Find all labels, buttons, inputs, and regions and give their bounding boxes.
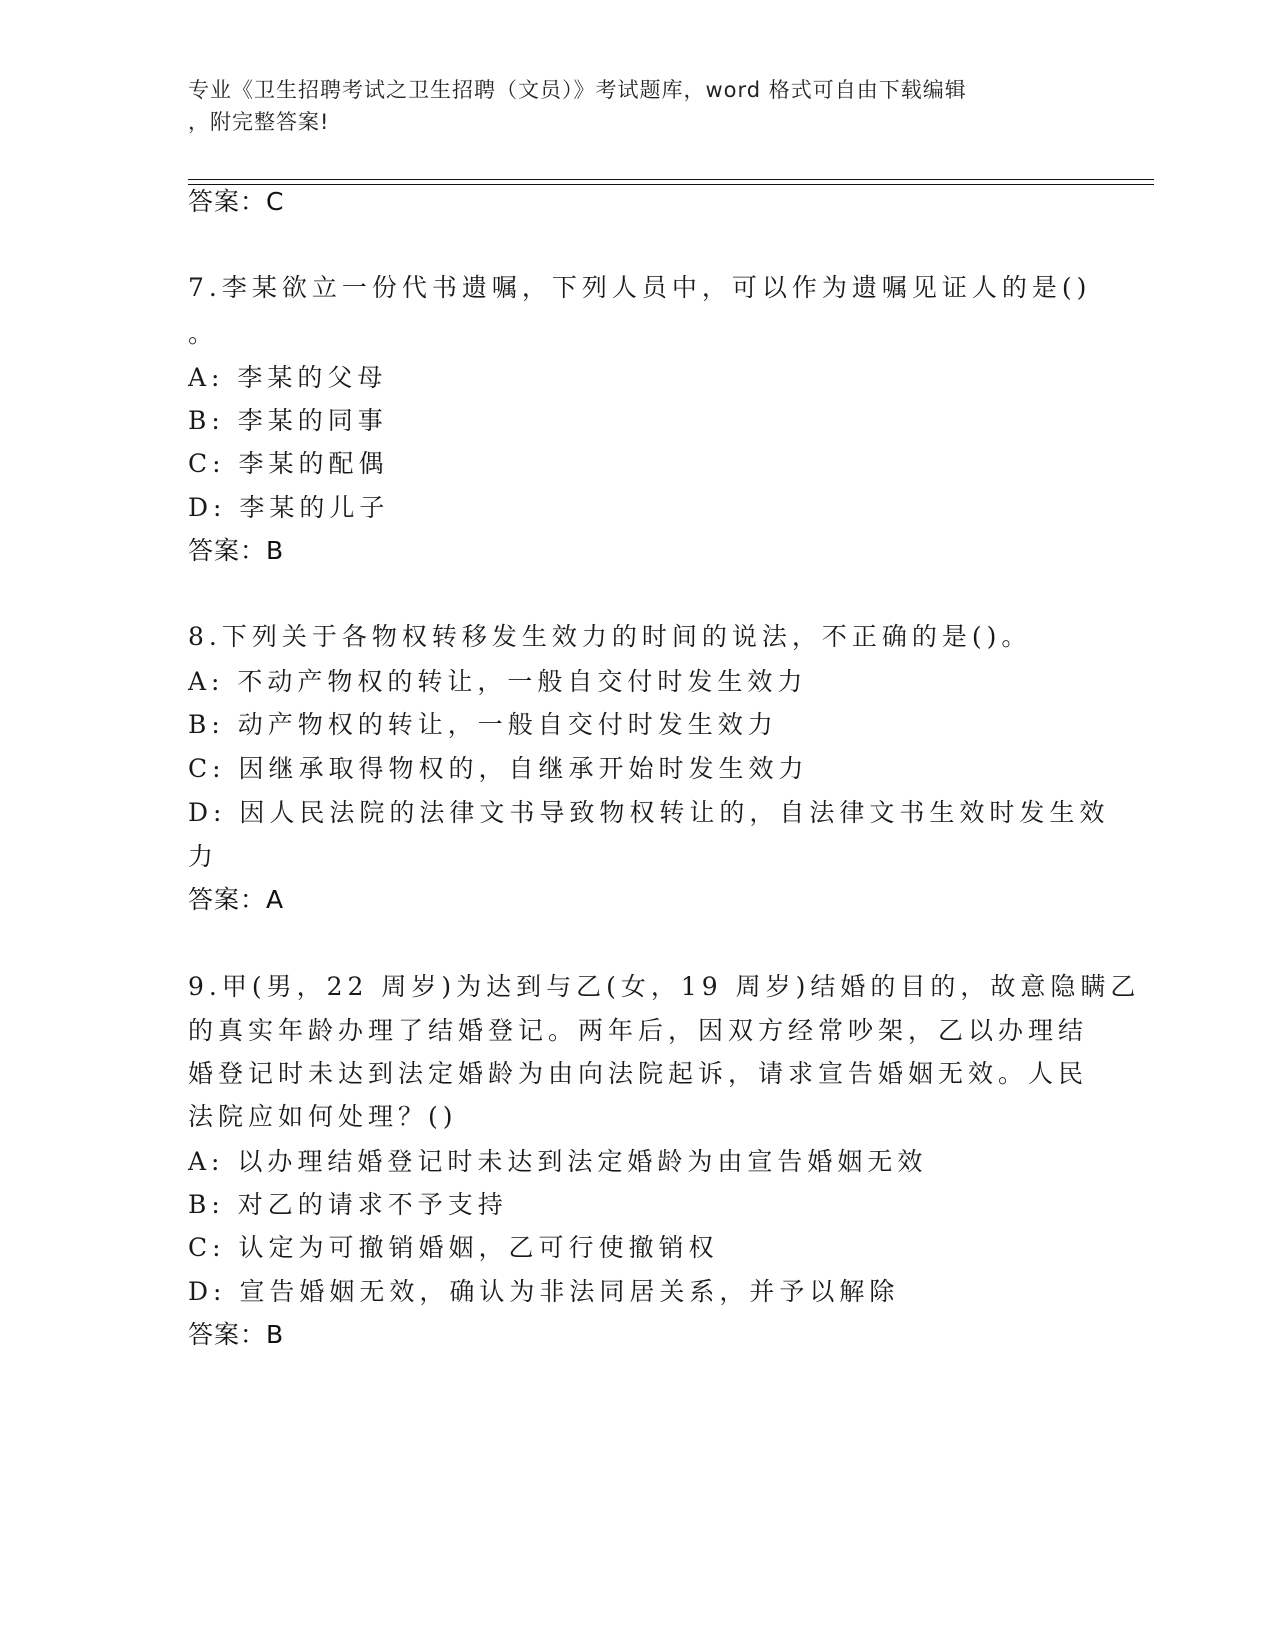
q7-option-c: C: 李某的配偶 — [188, 449, 389, 478]
q9-option-c: C: 认定为可撤销婚姻，乙可行使撤销权 — [188, 1233, 719, 1262]
header-rule-top — [188, 179, 1154, 180]
header-line-2: ，附完整答案! — [188, 110, 330, 134]
document-header — [188, 74, 1068, 138]
q8-answer: 答案：A — [188, 885, 285, 914]
q8-stem-line-1: 8.下列关于各物权转移发生效力的时间的说法，不正确的是()。 — [188, 622, 1032, 651]
q7-stem-line-1: 7.李某欲立一份代书遗嘱，下列人员中，可以作为遗嘱见证人的是() — [188, 273, 1092, 302]
q7-stem-line-2: 。 — [188, 319, 219, 348]
q9-stem-line-1: 9.甲(男，22 周岁)为达到与乙(女，19 周岁)结婚的目的，故意隐瞒乙 — [188, 972, 1141, 1001]
q9-stem-line-4: 法院应如何处理？() — [188, 1102, 458, 1131]
q8-option-c: C: 因继承取得物权的，自继承开始时发生效力 — [188, 754, 809, 783]
q7-answer: 答案：B — [188, 536, 285, 565]
q7-option-a: A: 李某的父母 — [188, 363, 388, 392]
q7-option-b: B: 李某的同事 — [188, 406, 388, 435]
q8-option-d-continued: 力 — [188, 842, 219, 871]
q8-option-b: B: 动产物权的转让，一般自交付时发生效力 — [188, 710, 778, 739]
header-rule-bottom — [188, 184, 1154, 185]
q8-option-a: A: 不动产物权的转让，一般自交付时发生效力 — [188, 667, 808, 696]
q9-option-d: D: 宣告婚姻无效，确认为非法同居关系，并予以解除 — [188, 1277, 900, 1306]
q9-option-a: A: 以办理结婚登记时未达到法定婚龄为由宣告婚姻无效 — [188, 1147, 928, 1176]
q9-stem-line-3: 婚登记时未达到法定婚龄为由向法院起诉，请求宣告婚姻无效。人民 — [188, 1059, 1089, 1088]
q7-option-d: D: 李某的儿子 — [188, 493, 390, 522]
q9-option-b: B: 对乙的请求不予支持 — [188, 1190, 508, 1219]
q9-stem-line-2: 的真实年龄办理了结婚登记。两年后，因双方经常吵架，乙以办理结 — [188, 1016, 1089, 1045]
q6-answer: 答案：C — [188, 187, 285, 216]
header-line-1: 专业《卫生招聘考试之卫生招聘（文员）》考试题库，word 格式可自由下载编辑 — [188, 78, 967, 102]
q9-answer: 答案：B — [188, 1320, 285, 1349]
q8-option-d: D: 因人民法院的法律文书导致物权转让的，自法律文书生效时发生效 — [188, 798, 1110, 827]
